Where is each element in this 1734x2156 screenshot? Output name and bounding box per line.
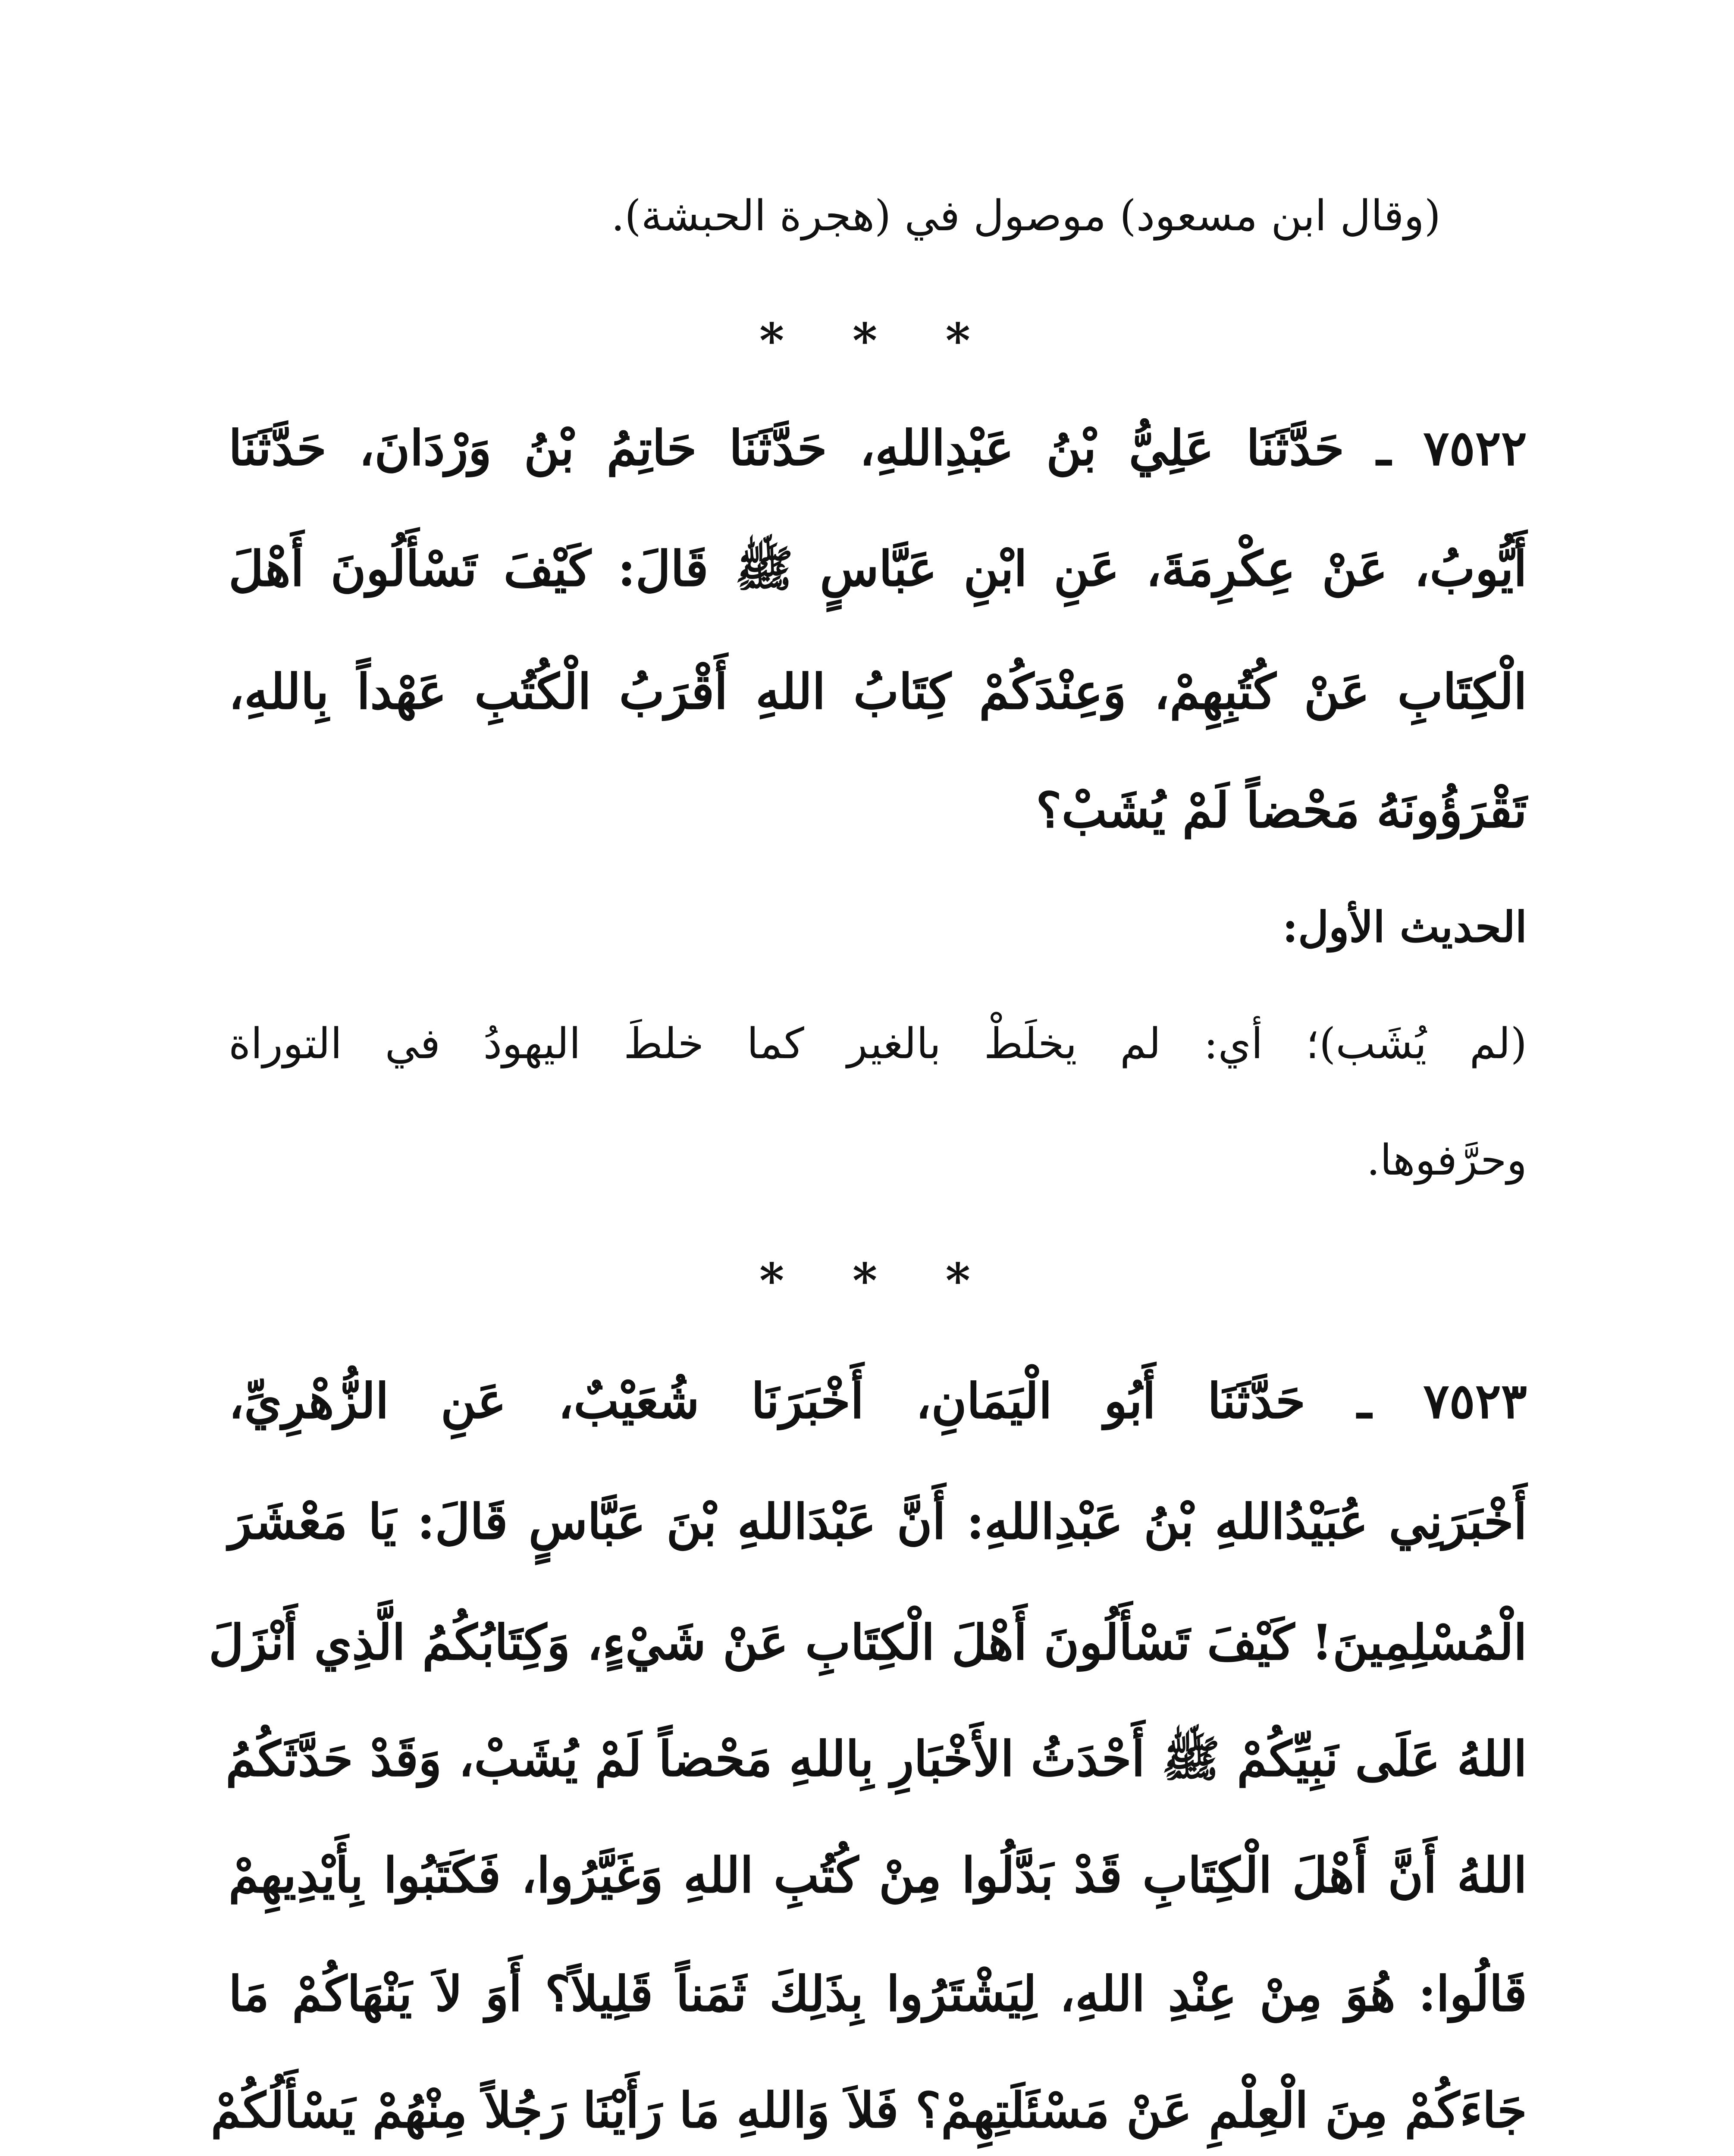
intro-commentary-line: (وقال ابن مسعود) موصول في (هجرة الحبشة). [611,191,1441,241]
section-separator: * * * [759,1253,997,1308]
hadith-line: أَخْبَرَنِي عُبَيْدُاللهِ بْنُ عَبْدِاللهِ: أَنَّ عَبْدَاللهِ بْنَ عَبَّاسٍ قَالَ: يَا مَعْشَرَ [229,1494,1527,1550]
hadith-line: ٧٥٢٣ ـ حَدَّثَنَا أَبُو الْيَمَانِ، أَخْبَرَنَا شُعَيْبٌ، عَنِ الزُّهْرِيِّ، [229,1373,1527,1429]
hadith-line: تَقْرَؤُونَهُ مَحْضاً لَمْ يُشَبْ؟ [1036,782,1527,839]
hadith-line: اللهُ أَنَّ أَهْلَ الْكِتَابِ قَدْ بَدَّلُوا مِنْ كُتُبِ اللهِ وَغَيَّرُوا، فَكَتَبُوا بِأَيْدِيهِمْ [229,1847,1527,1904]
commentary-heading: الحديث الأول: [1282,903,1527,952]
book-page [209,0,1527,2156]
commentary-line: (لم يُشَب)؛ أي: لم يخلَطْ بالغير كما خلطَ اليهودُ في التوراة [229,1019,1527,1069]
section-separator: * * * [759,313,997,368]
hadith-line: الْمُسْلِمِينَ! كَيْفَ تَسْأَلُونَ أَهْلَ الْكِتَابِ عَنْ شَيْءٍ، وَكِتَابُكُمُ الَّذِي أَنْزَلَ [209,1614,1527,1671]
hadith-line: ٧٥٢٢ ـ حَدَّثَنَا عَلِيُّ بْنُ عَبْدِاللهِ، حَدَّثَنَا حَاتِمُ بْنُ وَرْدَانَ، حَدَّثَنَا [229,420,1527,476]
hadith-line: اللهُ عَلَى نَبِيِّكُمْ ﷺ أَحْدَثُ الأَخْبَارِ بِاللهِ مَحْضاً لَمْ يُشَبْ، وَقَدْ حَدَّثَكُمُ [226,1731,1527,1787]
hadith-line: قَالُوا: هُوَ مِنْ عِنْدِ اللهِ، لِيَشْتَرُوا بِذَلِكَ ثَمَناً قَلِيلاً؟ أَوَ لاَ يَنْهَاكُمْ مَا [229,1966,1527,2022]
commentary-line: وحرَّفوها. [1366,1136,1527,1185]
hadith-line: جَاءَكُمْ مِنَ الْعِلْمِ عَنْ مَسْئَلَتِهِمْ؟ فَلاَ وَاللهِ مَا رَأَيْنَا رَجُلاً مِنْهُمْ يَسْأَلُكُمْ [210,2082,1527,2139]
hadith-line: الْكِتَابِ عَنْ كُتُبِهِمْ، وَعِنْدَكُمْ كِتَابُ اللهِ أَقْرَبُ الْكُتُبِ عَهْداً بِاللهِ، [229,664,1527,720]
hadith-line: أَيُّوبُ، عَنْ عِكْرِمَةَ، عَنِ ابْنِ عَبَّاسٍ ﷺ قَالَ: كَيْفَ تَسْأَلُونَ أَهْلَ [229,541,1527,597]
